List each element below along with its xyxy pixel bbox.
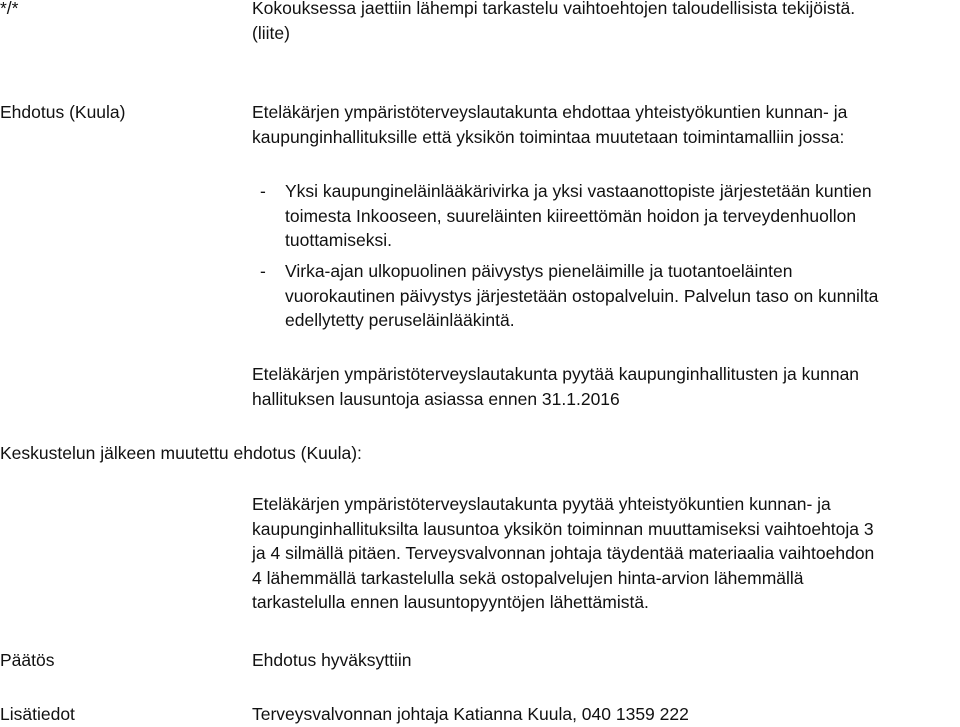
text-line: tuottamiseksi. bbox=[285, 230, 392, 250]
text-line: kaupunginhallituksille että yksikön toimintaa muutetaan toimintamalliin jossa: bbox=[252, 126, 845, 147]
text-line: toimesta Inkooseen, suureläinten kiireettömän hoidon ja terveydenhuollon bbox=[285, 205, 857, 226]
amended-paragraph bbox=[252, 492, 874, 615]
bullet-dash: - bbox=[260, 181, 266, 201]
text-line: (liite) bbox=[252, 22, 290, 43]
text-line: kaupunginhallituksilta lausuntoa yksikön toiminnan muuttamiseksi vaihtoehtoja 3 bbox=[252, 518, 874, 539]
bullet-dash: - bbox=[260, 261, 266, 281]
text-line: hallituksen lausuntoja asiassa ennen 31.1.2016 bbox=[252, 388, 620, 409]
info-label: Lisätiedot bbox=[0, 704, 75, 724]
text-line: Eteläkärjen ympäristöterveyslautakunta pyytää yhteistyökuntien kunnan- ja bbox=[252, 494, 831, 514]
bullet-item bbox=[285, 259, 878, 333]
text-line: ja 4 silmällä pitäen. Terveysvalvonnan johtaja täydentää materiaalia vaihtoehdon bbox=[252, 543, 875, 563]
decision-label: Päätös bbox=[0, 650, 55, 670]
proposal-closing bbox=[252, 362, 859, 411]
text-line: vuorokautinen päivystys järjestetään ostopalveluin. Palvelun taso on kunnilta bbox=[285, 285, 879, 306]
text-line: Kokouksessa jaettiin lähempi tarkastelu vaihtoehtojen taloudellisista tekijöistä. bbox=[252, 0, 856, 18]
text-line: Virka-ajan ulkopuolinen päivystys pieneläimille ja tuotantoeläinten bbox=[285, 261, 793, 281]
proposal-intro bbox=[252, 100, 847, 149]
bullet-item bbox=[285, 179, 872, 253]
text-line: Yksi kaupungineläinlääkärivirka ja yksi vastaanottopiste järjestetään kuntien bbox=[285, 181, 872, 201]
text-line: Eteläkärjen ympäristöterveyslautakunta pyytää kaupunginhallitusten ja kunnan bbox=[252, 364, 860, 384]
text-line: 4 lähemmällä tarkastelulla sekä ostopalvelujen hinta-arvion lähemmällä bbox=[252, 567, 804, 588]
text-line: Eteläkärjen ympäristöterveyslautakunta ehdottaa yhteistyökuntien kunnan- ja bbox=[252, 102, 848, 122]
marker-label: */* bbox=[0, 0, 19, 18]
text-line: tarkastelulla ennen lausuntopyyntöjen lähettämistä. bbox=[252, 592, 649, 612]
decision-value: Ehdotus hyväksyttiin bbox=[252, 650, 412, 670]
info-value: Terveysvalvonnan johtaja Katianna Kuula, 040 1359 222 bbox=[252, 704, 689, 724]
top-paragraph bbox=[252, 0, 855, 45]
amended-label: Keskustelun jälkeen muutettu ehdotus (Kuula): bbox=[0, 443, 362, 463]
proposal-label: Ehdotus (Kuula) bbox=[0, 102, 126, 122]
text-line: edellytetty peruseläinlääkintä. bbox=[285, 310, 515, 330]
